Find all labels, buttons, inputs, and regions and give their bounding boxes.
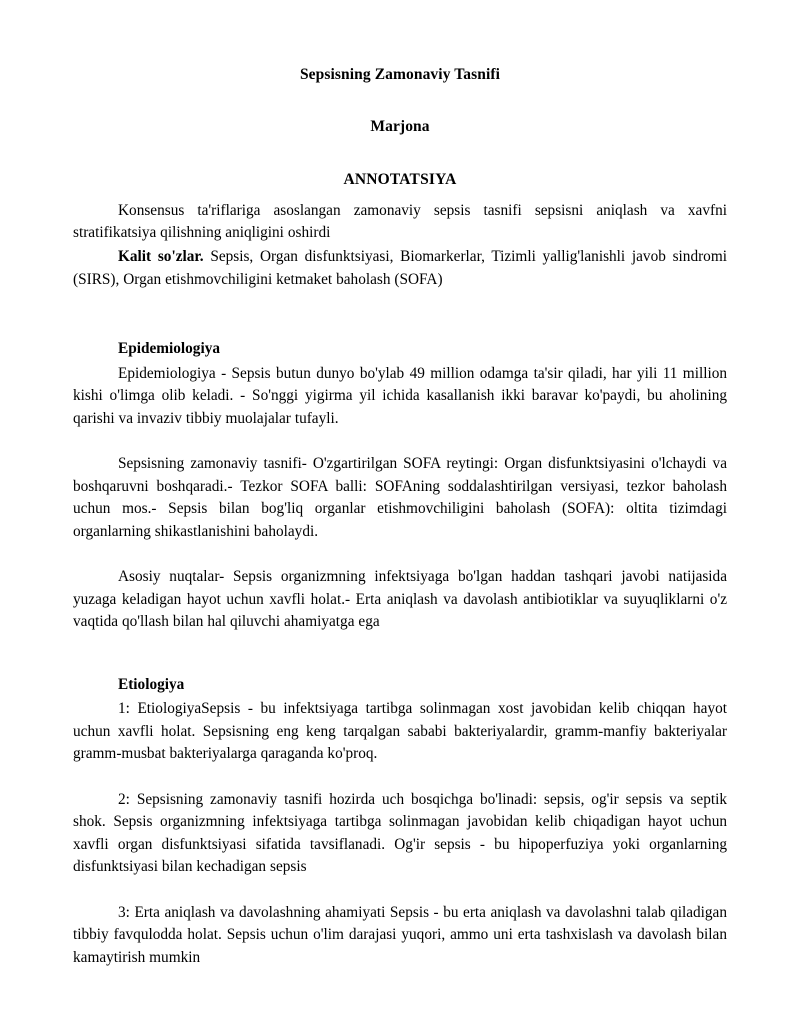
etiologiya-paragraph-2: 2: Sepsisning zamonaviy tasnifi hozirda uch bosqichga bo'linadi: sepsis, og'ir sepsis va septik shok. Sepsis organizmning infektsiyaga tartibga solinmagan javobidan kelib chiqadigan hayot uchun xavfli organ disfunktsiyasi sifatida tavsiflanadi. Og'ir sepsis - bu hipoperfuziya yoki organlarning disfunktsiyasi bilan kechadigan sepsis (73, 790, 727, 876)
epidemiologiya-paragraph-2: Sepsisning zamonaviy tasnifi- O'zgartirilgan SOFA reytingi: Organ disfunktsiyasini o'lchaydi va boshqaruvni boshqaradi.- Tezkor SOFA balli: SOFAning soddalashtirilgan versiyasi, tezkor baholash uchun mos.- Sepsis bilan bog'liq organlar etishmovchiligini baholash (SOFA): oltita tizimdagi organlarning shikastlanishini baholaydi. (73, 455, 727, 540)
annotation-keywords (73, 246, 727, 291)
annotation-abstract: Konsensus ta'riflariga asoslangan zamonaviy sepsis tasnifi sepsisni aniqlash va xavfni stratifikatsiya qilishning aniqligini oshirdi (73, 201, 727, 241)
keywords-list: Sepsis, Organ disfunktsiyasi, Biomarkerlar, Tizimli yallig'lanishli javob sindromi (SIRS), Organ etishmovchiligini ketmaket baholash (SOFA) (73, 248, 727, 288)
keywords-label: Kalit so'zlar. (118, 248, 204, 266)
epidemiologiya-paragraph-1: Epidemiologiya - Sepsis butun dunyo bo'ylab 49 million odamga ta'sir qiladi, har yili 11 million kishi o'limga olib keladi. - So'nggi yigirma yil ichida kasallanish ikki baravar ko'paydi, bu aholining qarishi va invaziv tibbiy muolajalar tufayli. (73, 364, 727, 427)
section-heading-etiologiya: Etiologiya (118, 675, 185, 693)
etiologiya-paragraph-1: 1: EtiologiyaSepsis - bu infektsiyaga tartibga solinmagan xost javobidan kelib chiqqan hayot uchun xavfli holat. Sepsisning eng keng tarqalgan sababi bakteriyalardir, gramm-manfiy bakteriyalar gramm-musbat bakteriyalarga qaraganda ko'proq. (73, 700, 727, 763)
etiologiya-paragraph-3: 3: Erta aniqlash va davolashning ahamiyati Sepsis - bu erta aniqlash va davolashni talab qiladigan tibbiy favqulodda holat. Sepsis uchun o'lim darajasi yuqori, ammo uni erta tashxislash va davolash bilan kamaytirish mumkin (73, 903, 727, 966)
page-title: Sepsisning Zamonaviy Tasnifi (299, 66, 501, 83)
epidemiologiya-paragraph-3: Asosiy nuqtalar- Sepsis organizmning infektsiyaga bo'lgan haddan tashqari javobi natijasida yuzaga keladigan hayot uchun xavfli holat.- Erta aniqlash va davolash antibiotiklar va suyuqliklarni o'z vaqtida qo'llash bilan hal qiluvchi ahamiyatga ega (73, 568, 727, 631)
author-name: Marjona (370, 117, 430, 135)
section-heading-epidemiologiya: Epidemiologiya (118, 340, 220, 358)
annotation-heading: ANNOTATSIYA (343, 171, 457, 188)
